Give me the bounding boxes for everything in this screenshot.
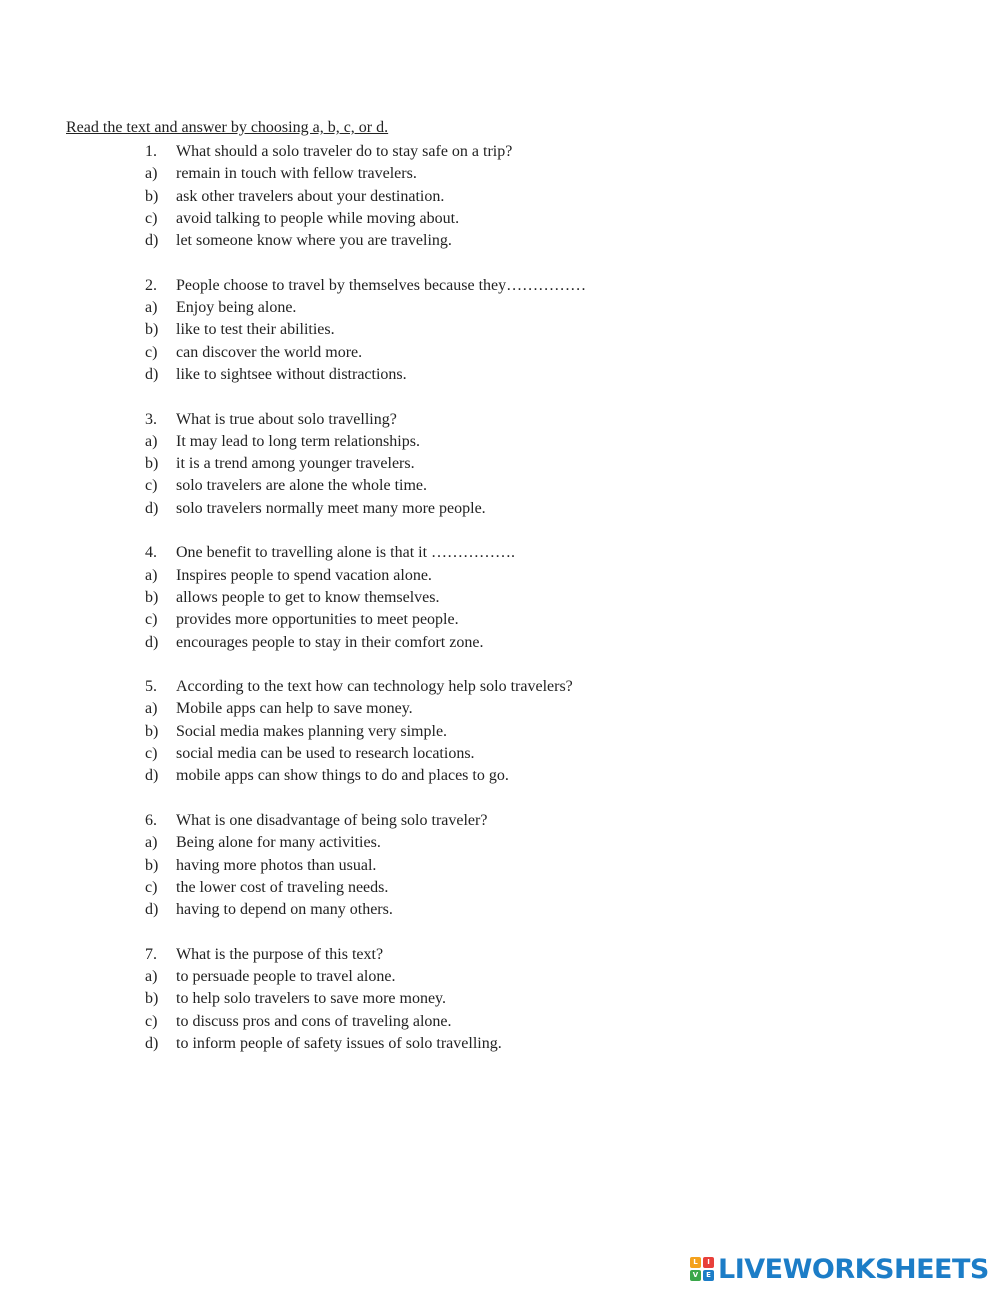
option-text: social media can be used to research locations. bbox=[176, 745, 475, 763]
answer-option bbox=[145, 364, 845, 386]
option-letter: b) bbox=[145, 856, 159, 874]
option-text: encourages people to stay in their comfort zone. bbox=[176, 633, 484, 651]
option-letter: a) bbox=[145, 967, 158, 985]
question-number: 6. bbox=[145, 811, 157, 829]
logo-text: LIVEWORKSHEETS bbox=[718, 1253, 989, 1285]
option-text: like to test their abilities. bbox=[176, 321, 335, 339]
option-text: It may lead to long term relationships. bbox=[176, 432, 420, 450]
question-number: 3. bbox=[145, 410, 157, 428]
question-number: 7. bbox=[145, 945, 157, 963]
answer-option bbox=[145, 966, 845, 988]
answer-option bbox=[145, 832, 845, 854]
option-letter: b) bbox=[145, 588, 159, 606]
question-stem bbox=[145, 944, 845, 966]
logo-badge-tile: L bbox=[690, 1257, 701, 1268]
option-letter: d) bbox=[145, 767, 159, 785]
question-number: 5. bbox=[145, 678, 157, 696]
question-stem bbox=[145, 810, 845, 832]
question-text: What should a solo traveler do to stay safe on a trip? bbox=[176, 143, 513, 160]
option-text: the lower cost of traveling needs. bbox=[176, 878, 389, 896]
option-letter: c) bbox=[145, 878, 158, 896]
question-number: 1. bbox=[145, 143, 157, 160]
question-text: What is one disadvantage of being solo traveler? bbox=[176, 811, 488, 829]
answer-option bbox=[145, 342, 845, 364]
option-text: to discuss pros and cons of traveling alone. bbox=[176, 1012, 452, 1030]
question-block bbox=[145, 275, 845, 386]
option-text: avoid talking to people while moving about. bbox=[176, 209, 460, 227]
option-letter: b) bbox=[145, 455, 159, 473]
option-text: mobile apps can show things to do and places to go. bbox=[176, 767, 509, 785]
option-text: solo travelers are alone the whole time. bbox=[176, 477, 428, 495]
answer-option bbox=[145, 765, 845, 787]
option-letter: a) bbox=[145, 165, 158, 183]
option-letter: d) bbox=[145, 901, 159, 919]
logo-badge-tile: I bbox=[703, 1257, 714, 1268]
option-letter: c) bbox=[145, 611, 158, 629]
option-text: like to sightsee without distractions. bbox=[176, 365, 407, 383]
answer-option bbox=[145, 609, 845, 631]
answer-option bbox=[145, 208, 845, 230]
answer-option bbox=[145, 587, 845, 609]
question-block bbox=[145, 944, 845, 1055]
option-letter: a) bbox=[145, 700, 158, 718]
option-letter: b) bbox=[145, 187, 159, 205]
option-letter: b) bbox=[145, 321, 159, 339]
answer-option bbox=[145, 475, 845, 497]
answer-option bbox=[145, 1033, 845, 1055]
answer-option bbox=[145, 297, 845, 319]
question-block bbox=[145, 676, 845, 787]
option-letter: c) bbox=[145, 209, 158, 227]
option-text: it is a trend among younger travelers. bbox=[176, 455, 415, 473]
question-block bbox=[145, 409, 845, 520]
answer-option bbox=[145, 319, 845, 341]
question-stem bbox=[145, 275, 845, 297]
answer-option bbox=[145, 988, 845, 1010]
question-text: One benefit to travelling alone is that it ……………. bbox=[176, 544, 516, 562]
option-letter: b) bbox=[145, 722, 159, 740]
option-text: having more photos than usual. bbox=[176, 856, 377, 874]
option-letter: d) bbox=[145, 1034, 159, 1052]
option-letter: c) bbox=[145, 1012, 158, 1030]
question-stem bbox=[145, 141, 845, 163]
answer-option bbox=[145, 565, 845, 587]
answer-option bbox=[145, 186, 845, 208]
option-letter: d) bbox=[145, 499, 159, 517]
option-text: provides more opportunities to meet people. bbox=[176, 611, 459, 629]
instructions-heading: Read the text and answer by choosing a, b, c, or d. bbox=[66, 119, 389, 136]
answer-option bbox=[145, 698, 845, 720]
option-text: Being alone for many activities. bbox=[176, 834, 381, 852]
option-letter: c) bbox=[145, 745, 158, 763]
option-letter: c) bbox=[145, 477, 158, 495]
option-letter: d) bbox=[145, 633, 159, 651]
question-number: 2. bbox=[145, 276, 157, 294]
option-text: allows people to get to know themselves. bbox=[176, 588, 440, 606]
answer-option bbox=[145, 431, 845, 453]
option-text: Social media makes planning very simple. bbox=[176, 722, 448, 740]
option-letter: a) bbox=[145, 432, 158, 450]
question-text: What is the purpose of this text? bbox=[176, 945, 384, 963]
question-block bbox=[145, 141, 845, 252]
option-text: Mobile apps can help to save money. bbox=[176, 700, 413, 718]
question-block bbox=[145, 542, 845, 653]
answer-option bbox=[145, 743, 845, 765]
option-letter: d) bbox=[145, 232, 159, 250]
option-text: Enjoy being alone. bbox=[176, 299, 297, 317]
answer-option bbox=[145, 632, 845, 654]
question-stem bbox=[145, 542, 845, 564]
question-list bbox=[145, 141, 845, 1077]
answer-option bbox=[145, 899, 845, 921]
option-text: can discover the world more. bbox=[176, 343, 363, 361]
option-text: Inspires people to spend vacation alone. bbox=[176, 566, 432, 584]
answer-option bbox=[145, 453, 845, 475]
answer-option bbox=[145, 855, 845, 877]
option-letter: c) bbox=[145, 343, 158, 361]
option-text: to help solo travelers to save more money. bbox=[176, 990, 446, 1008]
answer-option bbox=[145, 1011, 845, 1033]
option-text: having to depend on many others. bbox=[176, 901, 393, 919]
option-letter: a) bbox=[145, 566, 158, 584]
question-text: According to the text how can technology help solo travelers? bbox=[176, 678, 573, 696]
option-text: to inform people of safety issues of solo travelling. bbox=[176, 1034, 502, 1052]
option-text: solo travelers normally meet many more people. bbox=[176, 499, 486, 517]
answer-option bbox=[145, 721, 845, 743]
option-letter: b) bbox=[145, 990, 159, 1008]
question-text: What is true about solo travelling? bbox=[176, 410, 397, 428]
option-text: to persuade people to travel alone. bbox=[176, 967, 396, 985]
logo-badge-icon bbox=[690, 1257, 714, 1281]
answer-option bbox=[145, 498, 845, 520]
option-letter: a) bbox=[145, 299, 158, 317]
answer-option bbox=[145, 230, 845, 252]
question-stem bbox=[145, 676, 845, 698]
question-block bbox=[145, 810, 845, 921]
logo-badge-tile: V bbox=[690, 1270, 701, 1281]
question-text: People choose to travel by themselves because they…………… bbox=[176, 276, 587, 294]
question-stem bbox=[145, 409, 845, 431]
answer-option bbox=[145, 163, 845, 185]
liveworksheets-logo bbox=[690, 1253, 989, 1285]
logo-badge-tile: E bbox=[703, 1270, 714, 1281]
option-letter: a) bbox=[145, 834, 158, 852]
option-text: ask other travelers about your destination. bbox=[176, 187, 445, 205]
question-number: 4. bbox=[145, 544, 157, 562]
option-text: remain in touch with fellow travelers. bbox=[176, 165, 417, 183]
option-text: let someone know where you are traveling. bbox=[176, 232, 452, 250]
option-letter: d) bbox=[145, 365, 159, 383]
answer-option bbox=[145, 877, 845, 899]
